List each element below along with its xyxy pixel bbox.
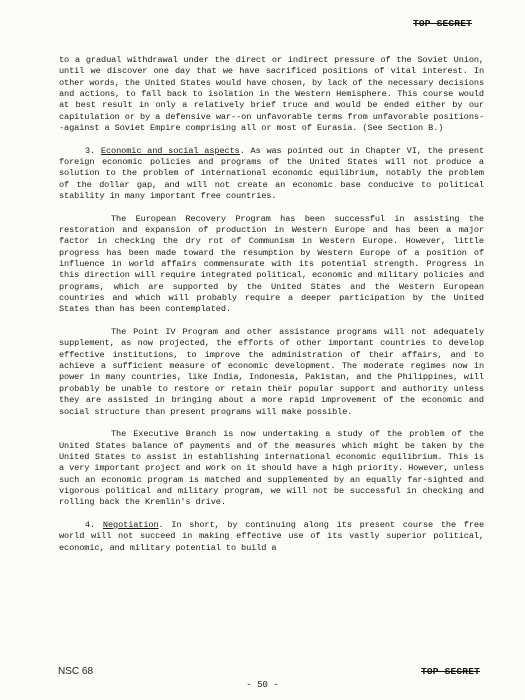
paragraph-text: The Executive Branch is now undertaking a study of the problem of the United States balance of payments and of the measures which might be taken by the United States to assist in establishing international economic equilibrium. This is a very important project and work on it should have a high priority. However, unless such an economic program is matched and supplemented by an equally far-sighted and vigorous political and military program, we will not be successful in checking and rolling back the Kremlin's drive.	[59, 429, 484, 508]
paragraph-text: . As was pointed out in Chapter VI, the present foreign economic policies and programs of the United States will not produce a solution to the problem of international economic equilibrium, notably the problem of the dollar gap, and will not create an economic base conducive to political stability in many important free countries.	[59, 145, 485, 202]
paragraph-point-iv	[59, 327, 484, 418]
paragraph-negotiation	[59, 520, 484, 554]
bottom-classification-marking: TOP SECRET	[420, 666, 480, 677]
paragraph-economic-social	[59, 146, 484, 203]
top-classification-marking: TOP SECRET	[412, 18, 472, 29]
paragraph-european-recovery	[59, 214, 484, 316]
paragraph-text: . In short, by continuing along its present course the free world will not succeed in making effective use of its vastly superior political, economic, and military potential to build a	[59, 519, 485, 553]
paragraph-text: The European Recovery Program has been successful in assisting the restoration and expansion of production in Western Europe and has been a major factor in checking the dry rot of Communism in Western Europe. However, little progress has been made toward the resumption by Western Europe of a position of influence in world affairs commensurate with its potential strength. Progress in this direction will require integrated political, economic and military policies and programs, which are supported by the United States and the Western European countries and which will probably require a deeper participation by the United States than has been contemplated.	[59, 213, 484, 315]
section-number: 3.	[85, 145, 96, 156]
document-id: NSC 68	[58, 666, 94, 677]
section-heading: Economic and social aspects	[100, 145, 240, 156]
paragraph-text: The Point IV Program and other assistance programs will not adequately supplement, as now projected, the efforts of other important countries to develop effective institutions, to improve the administration of their affairs, and to achieve a sufficient measure of economic development. The moderate regimes now in power in many countries, like India, Indonesia, Pakistan, and the Philippines, will probably be unable to restore or retain their popular support and authority unless they are assisted in bringing about a more rapid improvement of the economic and social structure than present programs will make possible.	[59, 327, 484, 417]
paragraph-continuation	[59, 55, 484, 134]
document-body	[59, 55, 484, 565]
paragraph-text: to a gradual withdrawal under the direct or indirect pressure of the Soviet Union, until we discover one day that we have sacrificed positions of vital interest. In other words, the United States would have chosen, by lack of the necessary decisions and actions, to fall back to isolation in the Western Hemisphere. This course would at best result in only a relatively brief truce and would be ended either by our capitulation or by a defensive war--on unfavorable terms from unfavorable positions--against a Soviet Empire comprising all or most of Eurasia. (See Section B.)	[59, 55, 484, 134]
section-heading: Negotiation	[102, 519, 159, 530]
section-number: 4.	[85, 519, 96, 530]
paragraph-executive-branch	[59, 429, 484, 508]
page-number: - 50 -	[246, 680, 279, 690]
